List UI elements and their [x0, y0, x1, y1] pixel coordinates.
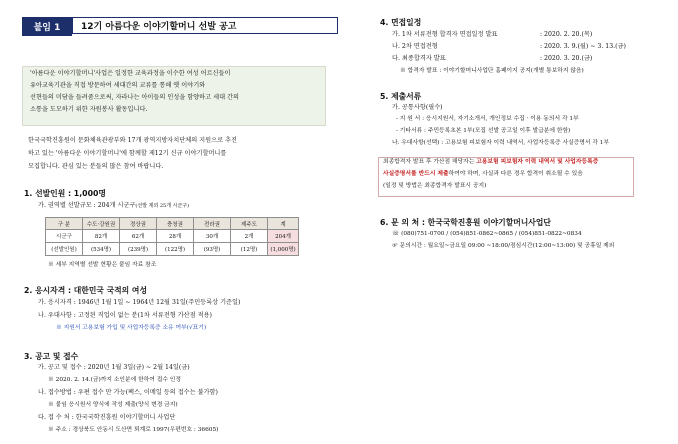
table-header-cell: 수도·강원권 — [83, 218, 120, 230]
table-header-cell: 제주도 — [231, 218, 268, 230]
section-5-heading: 5. 제출서류 — [380, 92, 422, 101]
intro-line: 선현들의 미담을 들려줌으로써, 자라나는 아이들의 인성을 함양하고 세대 간의 — [30, 94, 239, 101]
page-title — [22, 17, 340, 36]
attachment-badge: 붙임 1 — [22, 17, 72, 36]
table-cell: (239명) — [120, 243, 157, 256]
contact-phone: ☏ (080)751-0700 / (054)851-0862~0865 / (054)851-0822~0834 — [392, 231, 582, 237]
table-header-row — [46, 218, 299, 230]
intro-line: '아름다운 이야기할머니'사업은 일정한 교육과정을 이수한 여성 어르신들이 — [30, 70, 231, 77]
table-row — [46, 230, 299, 243]
contact-hours: ☞ 문의시간 : 월요일~금요일 09:00 ~18:00/점심시간(12:00~13:00) 및 공휴일 제외 — [392, 243, 615, 249]
section-5-item-a1: - 지 원 서 : 응시지원서, 자기소개서, 개인정보 수집 · 이용 동의서 각 1부 — [396, 116, 579, 122]
intro-line: 유아교육기관을 직접 방문하여 세대간의 교류를 통해 옛 이야기와 — [30, 82, 206, 89]
section-1-sub — [38, 202, 189, 210]
table-cell: (선발인원) — [46, 243, 83, 256]
table-cell: (122명) — [157, 243, 194, 256]
section-1-note: ※ 세부 지역별 선발 현황은 붙임 자료 참조 — [48, 262, 157, 268]
section-3-item-c: 다. 접 수 처 : 한국국학진흥원 이야기할머니 사업단 — [38, 414, 176, 421]
table-cell: 62개 — [120, 230, 157, 243]
section-1-heading: 1. 선발인원 : 1,000명 — [24, 189, 106, 198]
table-header-cell: 구 분 — [46, 218, 83, 230]
table-cell: 28개 — [157, 230, 194, 243]
table-cell: 82개 — [83, 230, 120, 243]
section-3-note-c: ※ 주소 : 경상북도 안동시 도산면 퇴계로 1997(우편번호 : 36605) — [48, 427, 219, 433]
section-4-note: ※ 합격자 발표 : 이야기할머니사업단 홈페이지 공지(개별 통보하지 않음) — [400, 68, 584, 74]
table-header-cell: 전라권 — [194, 218, 231, 230]
notice-line-1 — [383, 159, 598, 167]
section-5-item-a2: - 기타서류 : 주민등록초본 1부(모집 선발 공고일 이후 발급분에 한함) — [396, 128, 571, 134]
table-cell: 시군구 — [46, 230, 83, 243]
section-3-note-b: ※ 붙임 응시원서 양식에 작성 제출(양식 변경 금지) — [48, 402, 178, 408]
schedule-label: 나. 2차 면접전형 — [392, 43, 438, 50]
section-2-item-a: 가. 응시자격 : 1946년 1월 1일 ~ 1964년 12월 31일(주민등록상 기준일) — [38, 299, 241, 306]
section-4-heading: 4. 면접일정 — [380, 18, 422, 27]
table-cell: 2개 — [231, 230, 268, 243]
section-1-sub-small: (선발 제외 25개 시군구) — [135, 203, 190, 209]
schedule-value: : 2020. 3. 9.(월) ~ 3. 13.(금) — [540, 43, 626, 50]
section-5-item-a: 가. 공통사항(필수) — [392, 104, 443, 111]
table-header-cell: 경상권 — [120, 218, 157, 230]
section-3-item-b: 나. 접수방법 : 우편 접수 만 가능(팩스, 이메일 등의 접수는 불가함) — [38, 389, 218, 396]
notice-line-3: (일정 및 방법은 최종합격자 발표시 공지) — [383, 183, 487, 189]
schedule-value: : 2020. 3. 20.(금) — [540, 55, 593, 62]
table-cell: (93명) — [194, 243, 231, 256]
table-total-cell: 204개 — [268, 230, 299, 243]
notice-emphasis: 사실증명서를 반드시 제출 — [383, 171, 449, 177]
section-5-item-b: 나. 우대사항(선택) : 고용보험 피보험자 이력 내역서, 사업자등록증 사실증명서 각 1부 — [392, 140, 610, 146]
section-3-note-a: ※ 2020. 2. 14.(금)까지 소인분에 한하여 접수 인정 — [48, 377, 181, 383]
table-header-cell: 충청권 — [157, 218, 194, 230]
title-text: 12기 아름다운 이야기할머니 선발 공고 — [72, 17, 338, 34]
table-cell: (534명) — [83, 243, 120, 256]
schedule-label: 가. 1차 서류전형 합격자 면접일정 발표 — [392, 31, 498, 38]
section-6-heading: 6. 문 의 처 : 한국국학진흥원 이야기할머니사업단 — [380, 218, 551, 227]
intro-line: 소통을 도모하기 위한 자원봉사 활동입니다. — [30, 106, 148, 113]
table-total-cell: (1,000명) — [268, 243, 299, 256]
section-3-item-a: 가. 공고 및 접수 : 2020년 1월 3일(금) ~ 2월 14일(금) — [38, 364, 190, 371]
intro-paragraph-line: 한국국학진흥원이 문화체육관광부와 17개 광역지방자치단체의 지원으로 추진 — [28, 137, 237, 144]
schedule-label: 다. 최종합격자 발표 — [392, 55, 446, 62]
section-3-heading: 3. 공고 및 접수 — [24, 352, 79, 361]
table-cell: (12명) — [231, 243, 268, 256]
notice-text: 하여야 하며, 사실과 다른 경우 합격이 취소될 수 있음 — [448, 171, 583, 177]
intro-paragraph-line: 하고 있는 '아름다운 이야기할머니'에 함께할 제12기 신규 이야기할머니를 — [28, 150, 227, 157]
section-2-item-b: 나. 우대사항 : 고정된 직업이 없는 분(1차 서류전형 가산점 적용) — [38, 312, 212, 319]
notice-emphasis: 고용보험 피보험자 이력 내역서 및 사업자등록증 — [476, 159, 599, 165]
section-2-note: ※ 지원서 고용보험 가입 및 사업자등록증 소유 여부(√표기) — [56, 325, 207, 331]
table-header-cell: 계 — [268, 218, 299, 230]
quota-table — [45, 217, 299, 256]
intro-paragraph-line: 모집합니다. 관심 있는 분들의 많은 참여 바랍니다. — [28, 163, 164, 170]
section-2-heading: 2. 응시자격 : 대한민국 국적의 여성 — [24, 286, 147, 295]
schedule-value: : 2020. 2. 20.(목) — [540, 31, 593, 38]
section-1-sub-text: 가. 권역별 선발규모 : 204개 시군구 — [38, 202, 136, 209]
notice-text: 최종합격자 발표 후 가산점 해당자는 — [383, 159, 477, 165]
table-row — [46, 243, 299, 256]
table-cell: 30개 — [194, 230, 231, 243]
notice-line-2 — [383, 171, 583, 179]
